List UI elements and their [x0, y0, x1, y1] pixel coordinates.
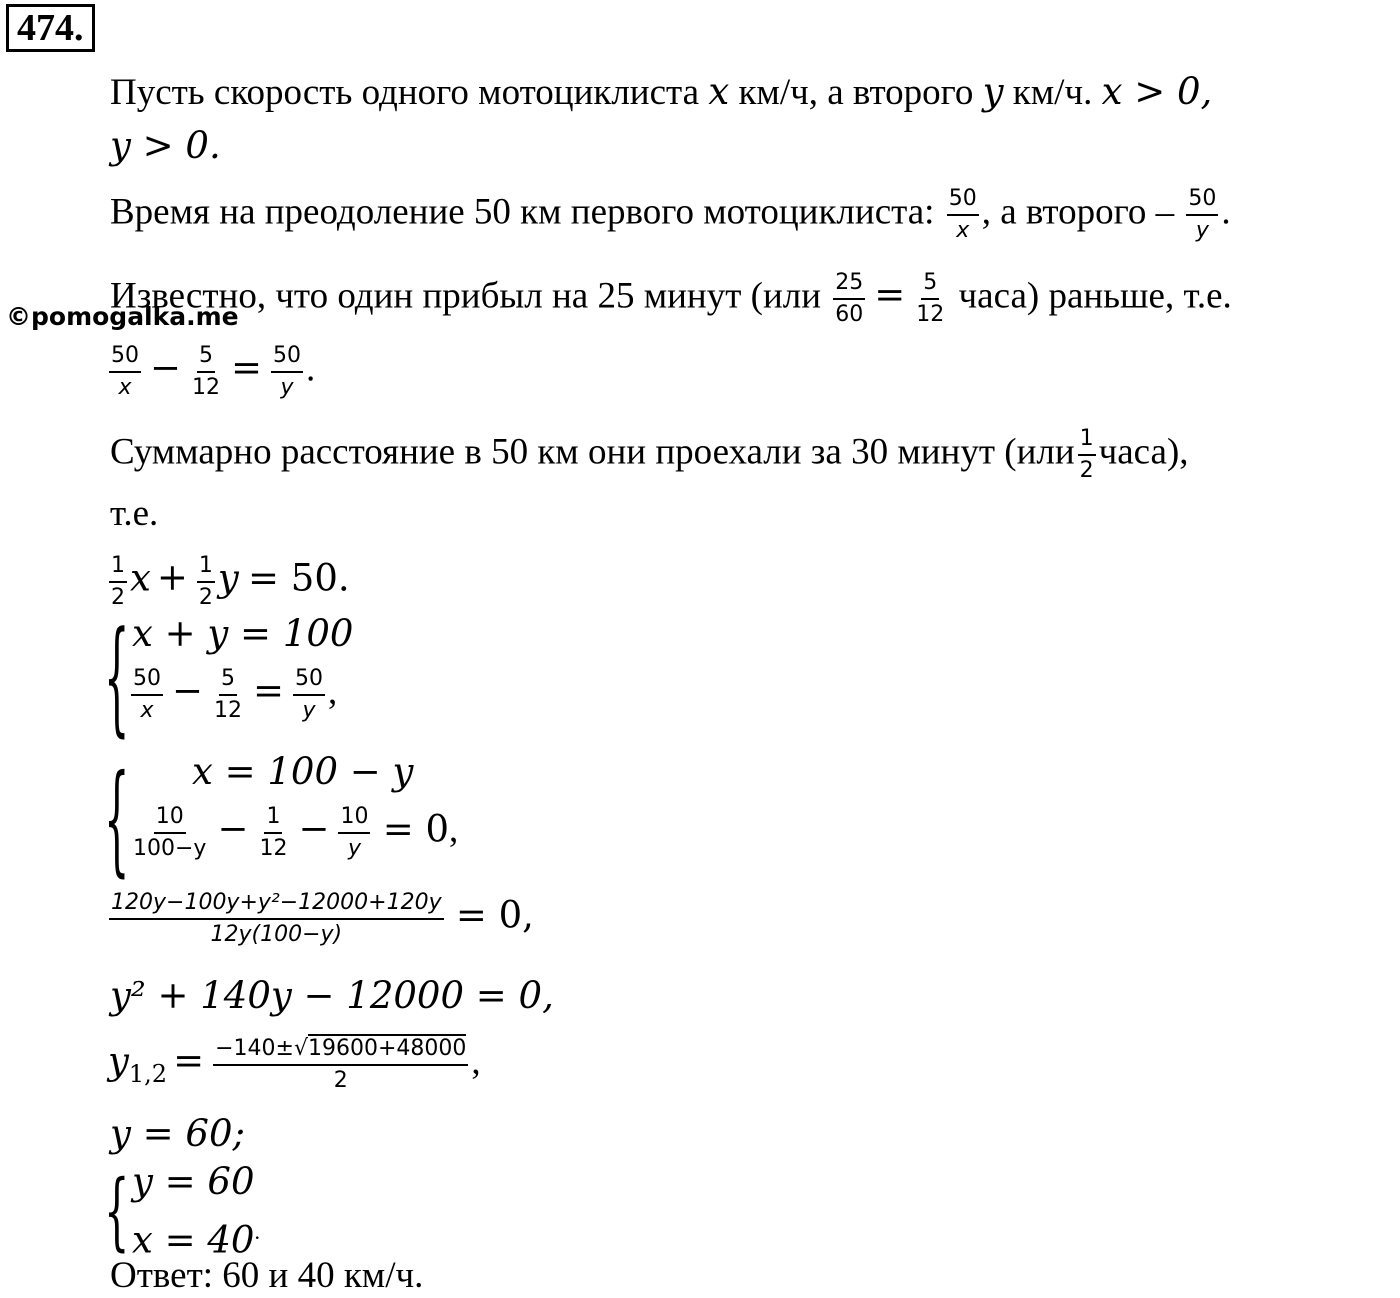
sqrt-icon: √: [293, 1036, 308, 1061]
fraction: $\frac{50}{y}$: [295, 666, 324, 723]
paragraph-4-continued: [110, 492, 158, 536]
text: .: [306, 348, 316, 390]
system-1-row-1: x + y = 100: [132, 612, 354, 655]
task-number: 474.: [6, 4, 95, 52]
text: .: [1221, 191, 1231, 233]
radicand: 19600+48000: [307, 1036, 467, 1061]
equation-3: [106, 890, 534, 948]
text: Известно, что один прибыл на 25 минут (или: [110, 275, 822, 317]
system-2-row-2: [128, 804, 458, 862]
fraction: $\frac{1}{12}$: [259, 804, 288, 861]
text: т.е.: [110, 493, 159, 534]
minus: −: [172, 669, 204, 713]
text: км/ч.: [1012, 72, 1093, 113]
var-x: x: [708, 70, 730, 113]
paragraph-3: [110, 270, 1232, 328]
text: −140±: [215, 1036, 294, 1061]
equation-2: [106, 553, 350, 611]
fraction: $\frac{1}{2}$: [198, 553, 213, 610]
var-x: x: [130, 556, 151, 600]
equals: =: [231, 346, 263, 390]
fraction: $\frac{50}{x}$: [111, 343, 139, 400]
text: часа),: [1098, 431, 1189, 473]
equals: =: [253, 669, 285, 713]
fraction: $\frac{10}{100-y}$: [133, 804, 207, 861]
text: ,: [471, 1041, 481, 1083]
text: ,: [328, 671, 338, 713]
text: = 0: [382, 807, 450, 851]
fraction: $\frac{5}{12}$: [916, 270, 945, 327]
text: Время на преодоление 50 км первого мотоциклиста:: [110, 191, 935, 233]
equals: =: [874, 273, 906, 317]
watermark: ©pomogalka.me: [6, 302, 239, 331]
text: = 0,: [455, 893, 534, 937]
condition-x: x > 0,: [1101, 70, 1213, 113]
fraction: $\frac{5}{12}$: [192, 343, 221, 400]
paragraph-4: [110, 426, 1189, 484]
condition-y: y > 0.: [110, 124, 221, 167]
minus: −: [298, 807, 330, 851]
text: км/ч, а второго: [738, 72, 974, 113]
paragraph-2: [110, 186, 1231, 244]
fraction: $\frac{-140\pm√19600+48000}{2}$: [215, 1036, 467, 1093]
fraction: $\frac{50}{x}$: [948, 186, 977, 243]
system-1-row-2: [128, 666, 337, 724]
minus: −: [150, 346, 182, 390]
var-y: y: [217, 556, 239, 600]
minus: −: [217, 807, 249, 851]
fraction: $\frac{25}{60}$: [835, 270, 864, 327]
fraction: $\frac{1}{2}$: [111, 553, 125, 610]
paragraph-1-line-1: [110, 70, 1212, 115]
system-2-row-1: x = 100 − y: [192, 750, 414, 793]
text: Суммарно расстояние в 50 км они проехали за 30 минут (или: [110, 431, 1075, 473]
paragraph-1-line-2: [110, 124, 221, 169]
system-3-row-2: x = 40.: [132, 1218, 260, 1262]
text: = 50.: [248, 556, 350, 600]
fraction: $\frac{1}{2}$: [1079, 426, 1094, 483]
brace-icon: {: [104, 608, 130, 751]
subscript: 1,2: [128, 1059, 168, 1088]
text: Пусть скорость одного мотоциклиста: [110, 72, 700, 113]
equation-4: y² + 140y − 12000 = 0,: [110, 974, 554, 1017]
var-y: y: [982, 70, 1004, 113]
text: , а второго –: [981, 191, 1175, 233]
brace-icon: {: [104, 1164, 130, 1261]
fraction: $\frac{50}{y}$: [273, 343, 302, 400]
text: ,: [449, 809, 459, 851]
equals: =: [173, 1039, 205, 1083]
equation-5: [108, 1036, 481, 1096]
equation-6: y = 60;: [110, 1112, 245, 1155]
fraction: $\frac{50}{x}$: [133, 666, 161, 723]
equation-1: [106, 343, 315, 401]
system-3-row-1: y = 60: [132, 1160, 255, 1203]
brace-icon: {: [104, 752, 130, 890]
fraction: $\frac{50}{y}$: [1188, 186, 1217, 243]
var-y: y: [108, 1039, 129, 1083]
answer: Ответ: 60 и 40 км/ч.: [110, 1255, 424, 1296]
plus: +: [156, 556, 188, 600]
fraction: $\frac{5}{12}$: [214, 666, 243, 723]
text: часа) раньше, т.е.: [958, 275, 1232, 317]
fraction: $\frac{10}{y}$: [340, 804, 369, 861]
fraction: $\frac{\text{120y−100y+y²−12000+120y}}{12y(100-y)}$: [111, 890, 442, 947]
